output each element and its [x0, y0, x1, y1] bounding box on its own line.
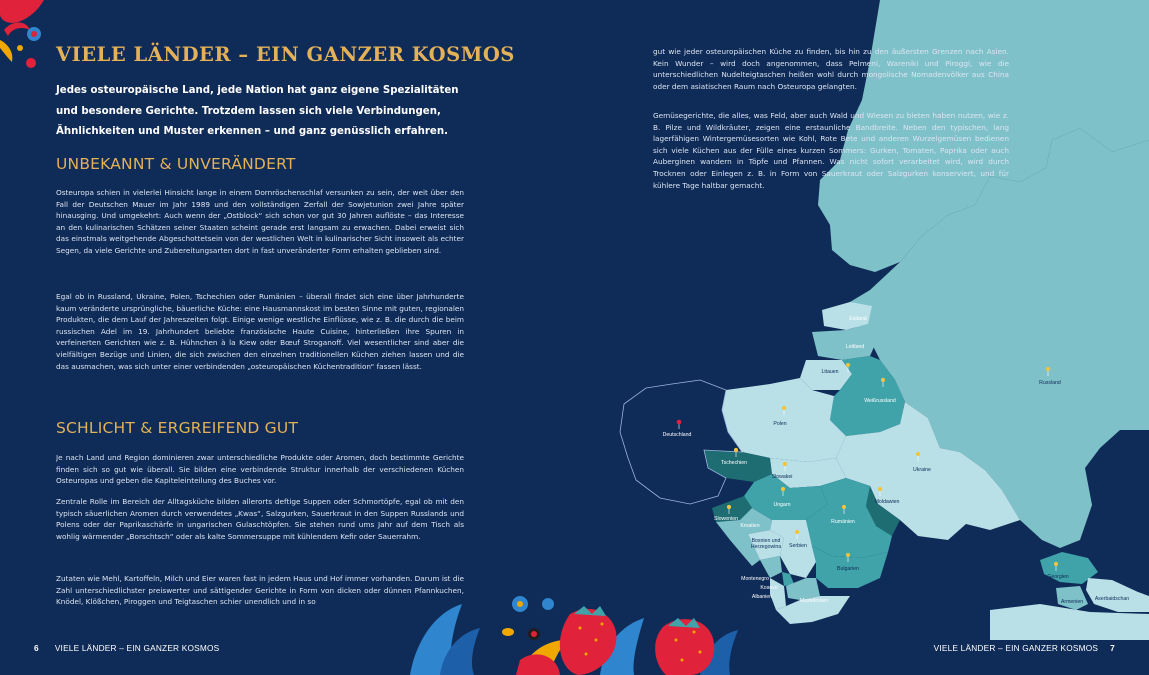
map-label-albanien: Albanien	[751, 594, 773, 600]
body-paragraph: Osteuropa schien in vielerlei Hinsicht lange in einem Dornröschenschlaf versunken zu sein, der weit über den Fall der Deutschen Mauer im Jahr 1989 und den vollständigen Zerfall der Sowjetunion zwei Jahre später hinausging. Und umgekehrt: Auch wenn der „Ostblock“ sich schon vor gut 30 Jahren auflöste – das Interesse an den kulinarischen Schätzen seiner Staaten scheint gerade erst langsam zu erwachen. Dabei erweist sich das einstmals weitgehende Abgeschottetsein von der westlichen Welt in kulinarischer Sicht insoweit als echter Segen, da viele Gerichte und Zubereitungsarten dort in fast unveränderter Form erhalten geblieben sind.	[56, 188, 464, 255]
map-label-russland: Russland	[1039, 380, 1061, 386]
body-paragraph: Zutaten wie Mehl, Kartoffeln, Milch und Eier waren fast in jedem Haus und Hof immer vorhanden. Darum ist die Zahl unterschiedlichster preiswerter und sättigender Gerichte in Form von dicken oder dünnen Pfannkuchen, Knödel, Klößchen, Piroggen und Teigtaschen schier unendlich und in so	[56, 574, 464, 607]
folio-right	[934, 643, 1115, 653]
running-title: VIELE LÄNDER – EIN GANZER KOSMOS	[933, 643, 1099, 653]
map-label-bosnien-2: Herzegowina	[750, 544, 782, 550]
heading-schlicht-ergreifend: SCHLICHT & ERGREIFEND GUT	[56, 419, 299, 437]
map-label-tschechien: Tschechien	[721, 460, 747, 466]
map-label-estland: Estland	[849, 316, 867, 322]
running-title: VIELE LÄNDER – EIN GANZER KOSMOS	[54, 643, 220, 653]
page-title: VIELE LÄNDER – EIN GANZER KOSMOS	[56, 43, 515, 66]
map-label-moldawien: Moldawien	[874, 499, 900, 505]
map-label-litauen: Litauen	[821, 369, 839, 375]
page-number: 7	[1110, 643, 1115, 653]
map-label-deutschland: Deutschland	[662, 432, 692, 438]
map-label-mazedonien: Mazedonien	[799, 598, 829, 604]
body-paragraph: Je nach Land und Region dominieren zwar unterschiedliche Produkte oder Aromen, doch bestimmte Gerichte finden sich so gut wie überall. Sie bilden eine verbindende Struktur innerhalb der verschiedenen Küchen Osteuropas und geben die Kapiteleinteilung des Buches vor.	[56, 453, 464, 486]
body-paragraph: Zentrale Rolle im Bereich der Alltagsküche bilden allerorts deftige Suppen oder Schmortöpfe, egal ob mit den typisch säuerlichen Aromen durch verwendetes „Kwas“, Salzgurken, Sauerkraut in den Suppen Russlands und Polens oder der Paprikaschärfe in ungarischen Gulaschtöpfen. Sie stehen rund ums Jahr auf dem Tisch als wohlig wärmender „Borschtsch“ oder als kalte Sommersuppe mit kühlendem Kefir oder Sauerrahm.	[56, 497, 464, 541]
map-label-ukraine: Ukraine	[913, 467, 931, 473]
map-country-armenien	[1056, 586, 1088, 610]
map-label-polen: Polen	[773, 421, 787, 427]
map-label-aserbaidschan: Aserbaidschan	[1094, 596, 1130, 602]
map-label-lettland: Lettland	[845, 344, 865, 350]
map-label-kroatien: Kroatien	[740, 523, 760, 529]
pin-icon	[677, 420, 682, 429]
map-label-rumaenien: Rumänien	[831, 519, 855, 525]
map-label-bulgarien: Bulgarien	[837, 566, 859, 572]
heading-unbekannt-unveraendert: UNBEKANNT & UNVERÄNDERT	[56, 155, 296, 173]
map-label-georgien: Georgien	[1047, 574, 1069, 580]
map-label-slowenien: Slowenien	[714, 516, 738, 522]
body-paragraph: gut wie jeder osteuropäischen Küche zu finden, bis hin zu den äußersten Grenzen nach Asien. Kein Wunder – wird doch angenommen, dass Pelmeni, Wareniki und Piroggi, wie die unterschiedlichen Nudelteigtaschen heißen wohl durch mongolische Nomadenvölker aus China oder dem asiatischen Raum nach Osteuropa gelangten.	[653, 47, 1009, 91]
page-number: 6	[34, 643, 39, 653]
map-label-weissrussland: Weißrussland	[864, 398, 896, 404]
map-label-bosnien-1: Bosnien und	[751, 538, 781, 544]
body-paragraph: Gemüsegerichte, die alles, was Feld, aber auch Wald und Wiesen zu bieten haben nutzen, wie z. B. Pilze und Wildkräuter, zeigen eine erstaunliche Bandbreite. Neben den typischen, lang lagerfähigen Wintergemüsesorten wie Kohl, Rote Bete und anderen Wurzelgemüsen bedienen sich viele Küchen aus der Fülle eines kurzen Sommers: Gurken, Tomaten, Paprika oder auch Auberginen wandern in Töpfe und Pfannen. Was nicht sofort verarbeitet wird, wird durch Trocknen oder Einlegen z. B. in Form von Sauerkraut oder Salzgurken konserviert, und für kühlere Tage haltbar gemacht.	[653, 111, 1009, 190]
map-country-aserbaidschan	[1086, 578, 1149, 612]
map-label-montenegro: Montenegro	[741, 576, 769, 582]
lead-paragraph: Jedes osteuropäische Land, jede Nation hat ganz eigene Spezialitäten und besondere Gerichte. Trotzdem lassen sich viele Verbindungen, Ähnlichkeiten und Muster erkennen – und ganz genüsslich erfahren.	[56, 85, 459, 137]
map-country-deutschland	[620, 380, 742, 504]
map-label-ungarn: Ungarn	[773, 502, 791, 508]
folio-left	[34, 643, 219, 653]
map-label-kosovo: Kosovo	[760, 585, 778, 591]
body-paragraph: Egal ob in Russland, Ukraine, Polen, Tschechien oder Rumänien – überall findet sich eine über Jahrhunderte kaum veränderte ursprüngliche, bäuerliche Küche: eine Hausmannskost im besten Sinne mit guten, regionalen Produkten, die dem Lauf der Jahreszeiten folgt. Einige wenige westliche Einflüsse, wie z. B. die durch die beim russischen Adel im 19. Jahrhundert beliebte französische Haute Cuisine, hinterließen ihre Spuren in verfeinerten Gerichten wie z. B. Hühnchen à la Kiew oder Bœuf Stroganoff. Viel wesentlicher sind aber die vielfältigen Bezüge und Linien, die sich zwischen den einzelnen traditionellen Küchen ziehen lassen und die das ausmachen, was sich unter einer verbindenden „osteuropäischen Küchentradition“ fassen lässt.	[56, 292, 464, 371]
map-label-armenien: Armenien	[1060, 599, 1084, 605]
map-label-slowakei: Slowakei	[771, 474, 793, 480]
map-label-serbien: Serbien	[789, 543, 807, 549]
